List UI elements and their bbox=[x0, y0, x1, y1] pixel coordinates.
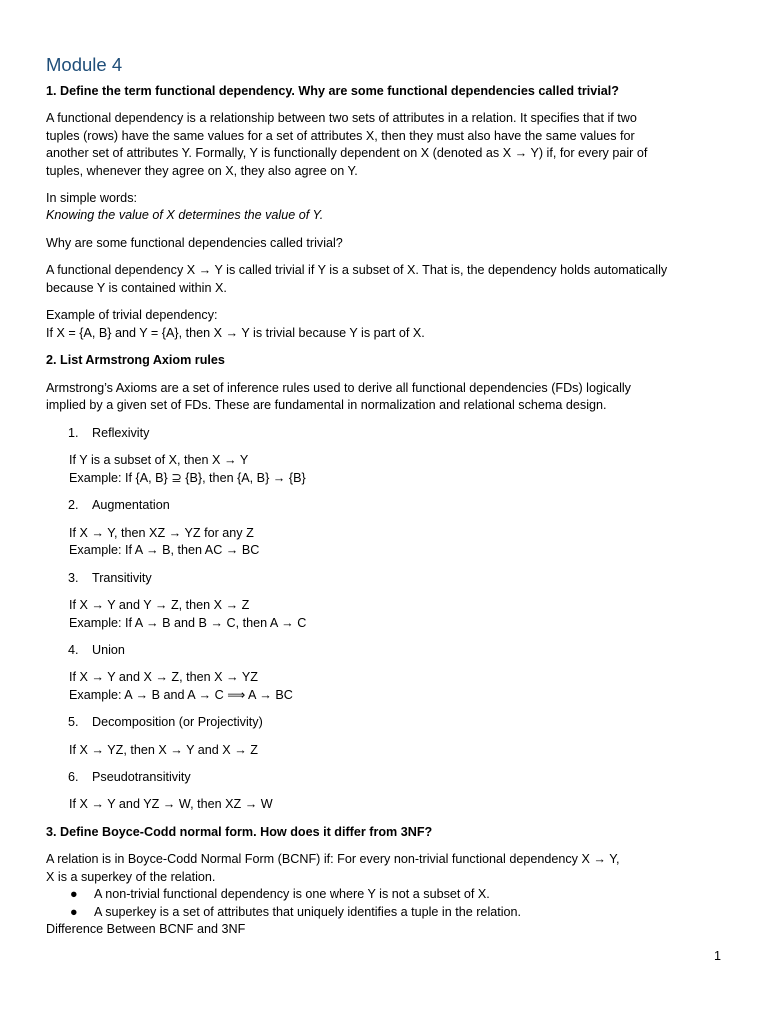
rule-reflexivity bbox=[68, 425, 149, 443]
page-number: 1 bbox=[714, 949, 722, 963]
bullet-icon: ● bbox=[70, 905, 78, 919]
rule-augmentation bbox=[68, 497, 170, 515]
rule-transitivity bbox=[68, 570, 152, 588]
rule-number: 2. bbox=[68, 498, 79, 512]
trivial-example-label: Example of trivial dependency: bbox=[46, 308, 218, 322]
q1-heading: 1. Define the term functional dependency. Why are some functional dependencies called trivial? bbox=[46, 84, 619, 98]
page-title: Module 4 bbox=[46, 54, 123, 75]
list-item bbox=[68, 886, 490, 904]
rule-name: Union bbox=[92, 643, 125, 657]
simple-words-label: In simple words: bbox=[46, 191, 137, 205]
rule-line: If X → Y and YZ → W, then XZ → W bbox=[69, 797, 273, 811]
rule-line: Example: A → B and A → C ⟹ A → BC bbox=[69, 688, 293, 702]
q2-heading: 2. List Armstrong Axiom rules bbox=[46, 353, 225, 367]
bcnf-definition-line: X is a superkey of the relation. bbox=[46, 870, 216, 884]
rule-name: Reflexivity bbox=[92, 426, 150, 440]
q2-intro-line: implied by a given set of FDs. These are fundamental in normalization and relational schema design. bbox=[46, 398, 607, 412]
rule-line: Example: If {A, B} ⊇ {B}, then {A, B} → {B} bbox=[69, 471, 306, 485]
rule-number: 4. bbox=[68, 643, 79, 657]
rule-name: Pseudotransitivity bbox=[92, 770, 191, 784]
rule-name: Transitivity bbox=[92, 571, 152, 585]
rule-line: If X → Y and X → Z, then X → YZ bbox=[69, 670, 258, 684]
rule-name: Augmentation bbox=[92, 498, 170, 512]
list-item-text: A non-trivial functional dependency is one where Y is not a subset of X. bbox=[94, 887, 490, 901]
bcnf-definition-line: A relation is in Boyce-Codd Normal Form (BCNF) if: For every non-trivial functional dependency X → Y, bbox=[46, 852, 620, 866]
rule-line: If X → YZ, then X → Y and X → Z bbox=[69, 743, 258, 757]
q1-para-line: A functional dependency is a relationship between two sets of attributes in a relation. It specifies that if two bbox=[46, 111, 637, 125]
q1-para-line: tuples (rows) have the same values for a set of attributes X, then they must also have the same values for bbox=[46, 129, 635, 143]
rule-name: Decomposition (or Projectivity) bbox=[92, 715, 263, 729]
rule-line: Example: If A → B, then AC → BC bbox=[69, 543, 260, 557]
rule-line: If Y is a subset of X, then X → Y bbox=[69, 453, 249, 467]
q1-para-line: tuples, whenever they agree on X, they also agree on Y. bbox=[46, 164, 358, 178]
rule-line: Example: If A → B and B → C, then A → C bbox=[69, 616, 307, 630]
bullet-icon: ● bbox=[70, 887, 78, 901]
rule-union bbox=[68, 642, 125, 660]
q3-heading: 3. Define Boyce-Codd normal form. How does it differ from 3NF? bbox=[46, 825, 433, 839]
rule-line: If X → Y, then XZ → YZ for any Z bbox=[69, 526, 254, 540]
list-item bbox=[68, 904, 521, 922]
difference-heading: Difference Between BCNF and 3NF bbox=[46, 922, 246, 936]
trivial-line: because Y is contained within X. bbox=[46, 281, 227, 295]
q2-intro-line: Armstrong’s Axioms are a set of inference rules used to derive all functional dependencies (FDs) logically bbox=[46, 381, 631, 395]
trivial-example-text: If X = {A, B} and Y = {A}, then X → Y is trivial because Y is part of X. bbox=[46, 326, 425, 340]
rule-number: 5. bbox=[68, 715, 79, 729]
rule-line: If X → Y and Y → Z, then X → Z bbox=[69, 598, 250, 612]
simple-words-text: Knowing the value of X determines the value of Y. bbox=[46, 208, 324, 222]
trivial-line: A functional dependency X → Y is called trivial if Y is a subset of X. That is, the dependency holds automatically bbox=[46, 263, 668, 277]
list-item-text: A superkey is a set of attributes that uniquely identifies a tuple in the relation. bbox=[94, 905, 522, 919]
rule-number: 6. bbox=[68, 770, 79, 784]
trivial-question: Why are some functional dependencies called trivial? bbox=[46, 236, 343, 250]
q1-para-line: another set of attributes Y. Formally, Y is functionally dependent on X (denoted as X → Y) if, for every pair of bbox=[46, 146, 648, 160]
rule-number: 3. bbox=[68, 571, 79, 585]
rule-pseudotransitivity bbox=[68, 769, 191, 787]
rule-number: 1. bbox=[68, 426, 79, 440]
rule-decomposition bbox=[68, 714, 263, 732]
